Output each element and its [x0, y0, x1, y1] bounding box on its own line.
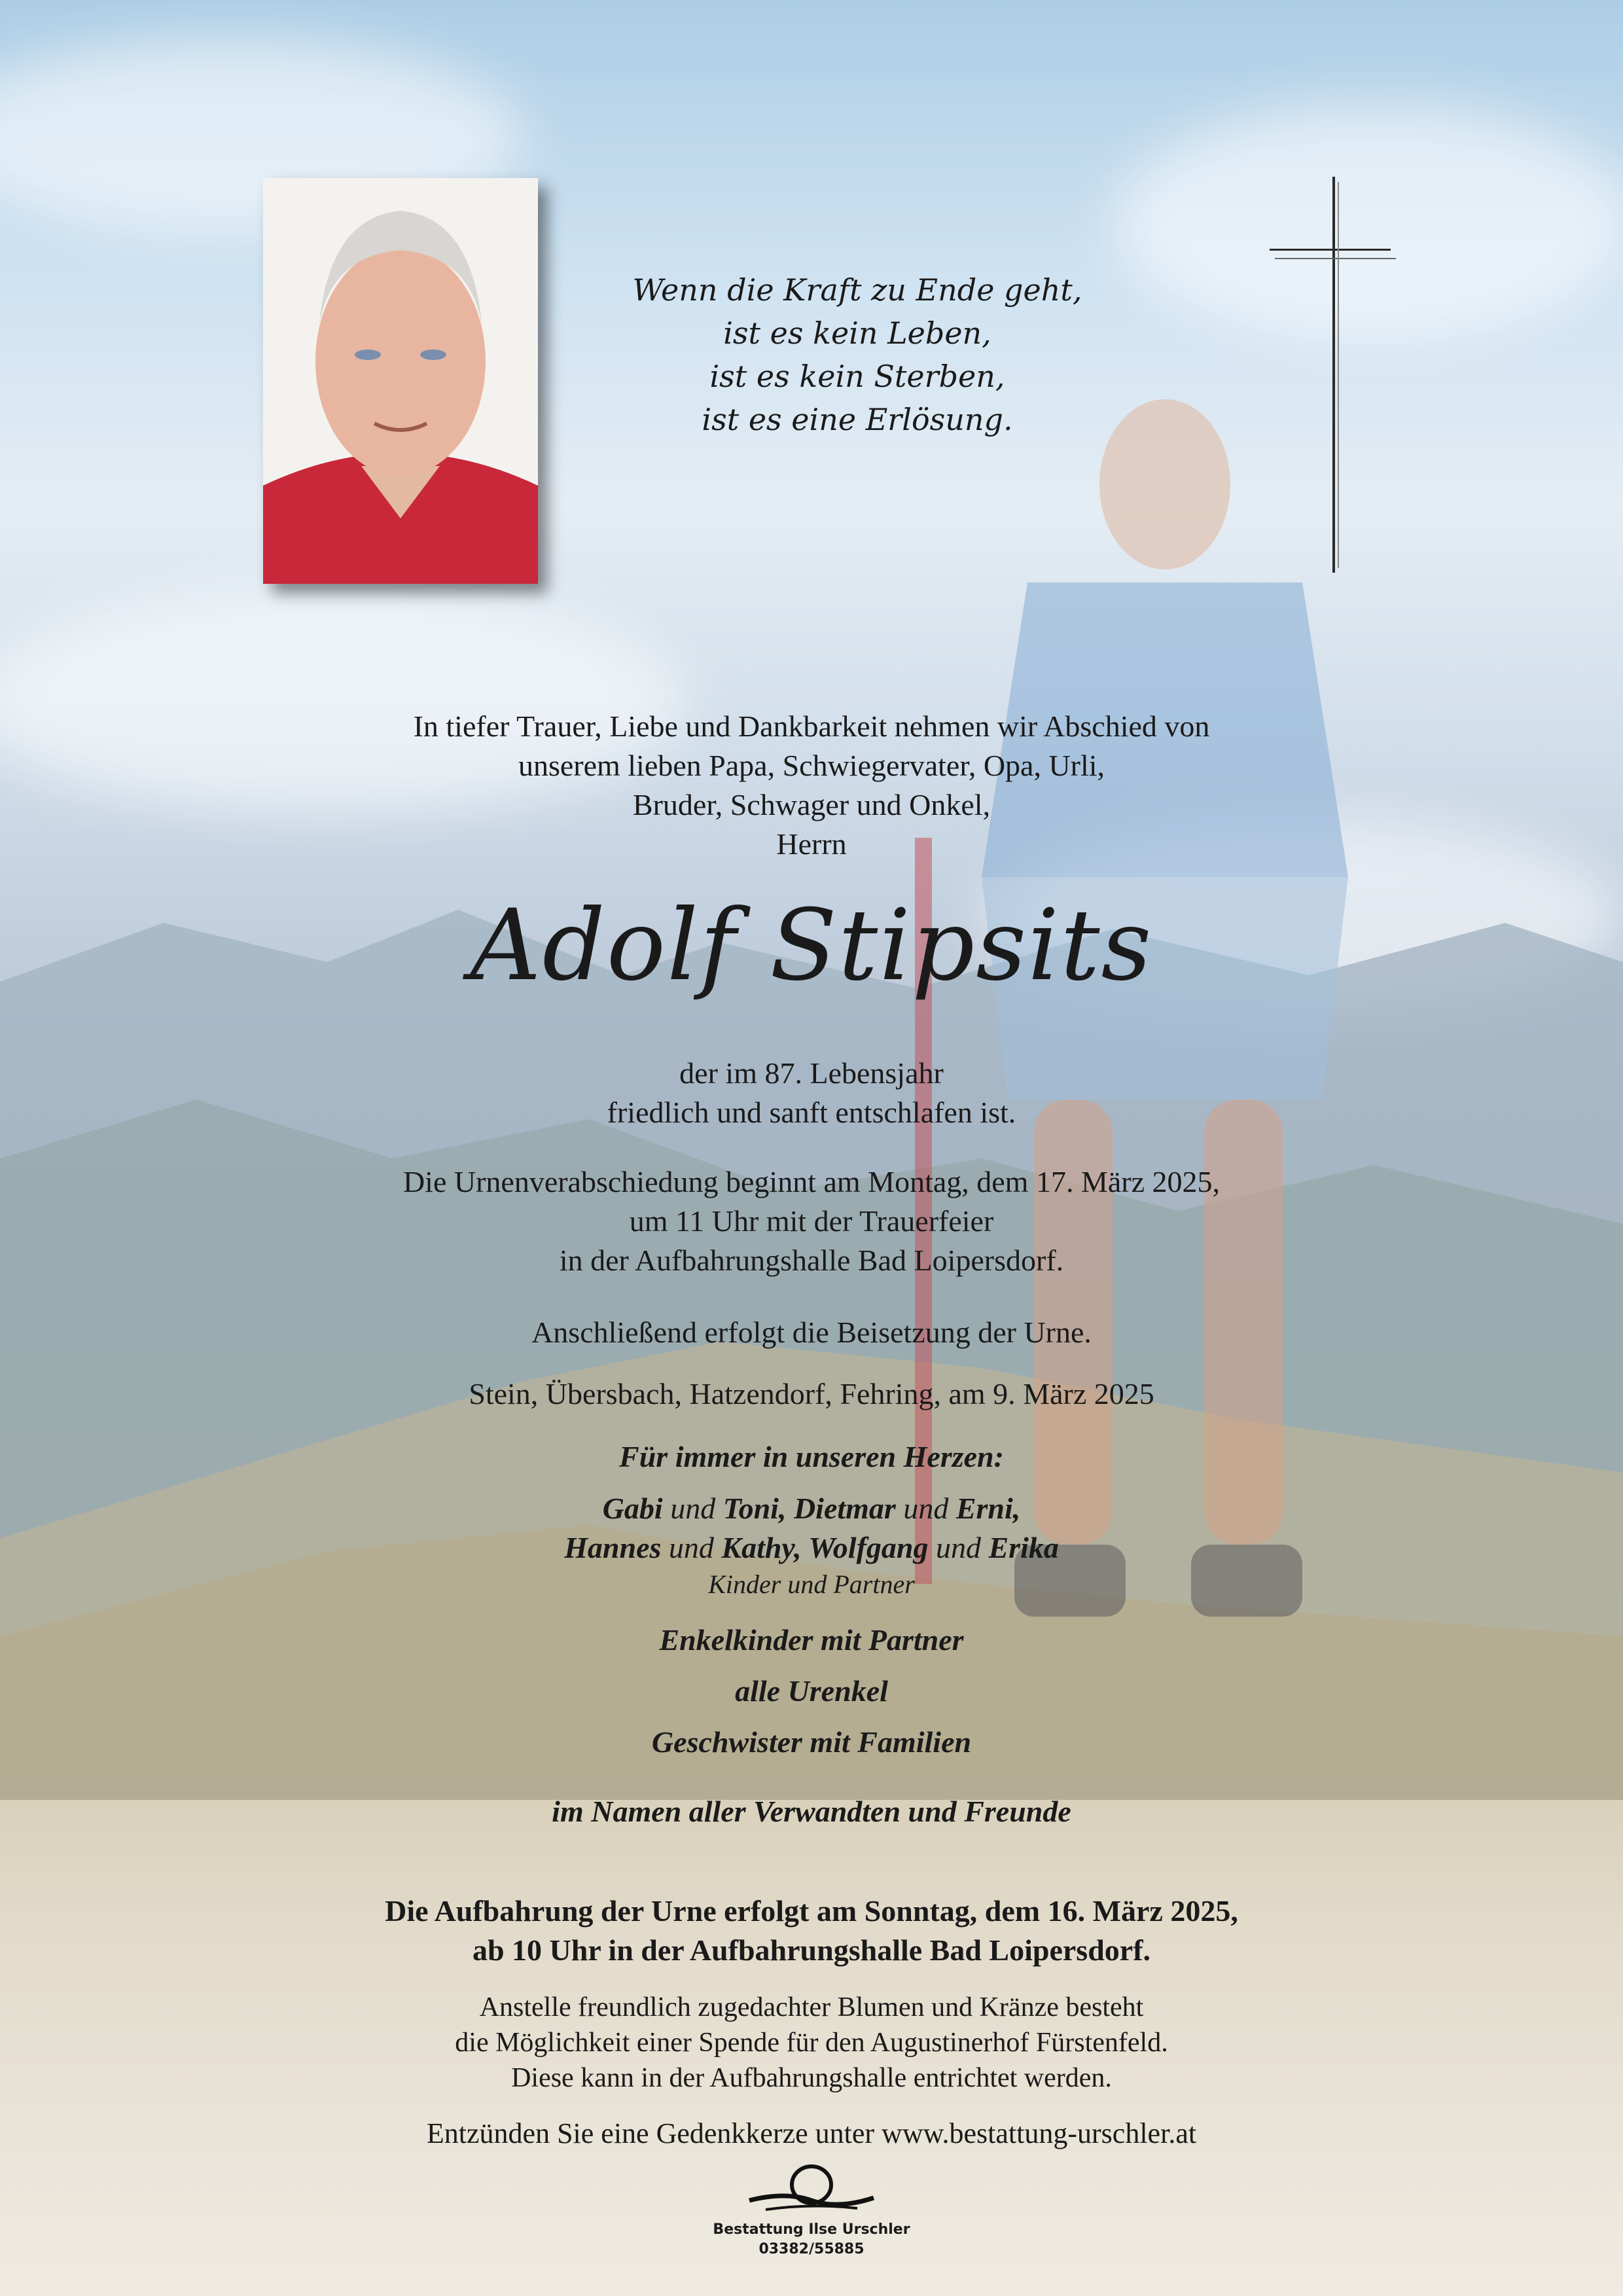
viewing-line: ab 10 Uhr in der Aufbahrungshalle Bad Loipersdorf. — [472, 1933, 1151, 1967]
age-line: friedlich und sanft entschlafen ist. — [607, 1096, 1016, 1129]
donation-line: Diese kann in der Aufbahrungshalle entrichtet werden. — [511, 2063, 1112, 2093]
intro-line: unserem lieben Papa, Schwiegervater, Opa, Urli, — [518, 749, 1105, 782]
family-name: Erika — [988, 1531, 1059, 1564]
great-grandchildren: alle Urenkel — [735, 1674, 888, 1708]
ceremony-line: um 11 Uhr mit der Trauerfeier — [629, 1204, 994, 1238]
funeral-home-phone: 03382/55885 — [758, 2241, 865, 2257]
viewing-text — [0, 1892, 1623, 1970]
intro-text — [0, 707, 1623, 864]
ceremony-text — [0, 1162, 1623, 1280]
memorial-quote — [393, 268, 1322, 441]
all-relatives: im Namen aller Verwandten und Freunde — [552, 1795, 1071, 1828]
intro-line: Bruder, Schwager und Onkel, — [632, 788, 991, 821]
intro-line: Herrn — [776, 827, 847, 861]
donation-line: Anstelle freundlich zugedachter Blumen und Kränze besteht — [479, 1992, 1144, 2022]
funeral-home-info — [0, 2220, 1623, 2259]
quote-line: ist es kein Sterben, — [709, 359, 1005, 394]
ceremony-line: in der Aufbahrungshalle Bad Loipersdorf. — [559, 1244, 1064, 1277]
place-date: Stein, Übersbach, Hatzendorf, Fehring, am 9. März 2025 — [469, 1377, 1154, 1410]
ceremony-line: Die Urnenverabschiedung beginnt am Montag, dem 17. März 2025, — [402, 1165, 1221, 1198]
quote-line: ist es kein Leben, — [723, 315, 991, 351]
funeral-home-logo-icon — [746, 2160, 877, 2219]
family-line — [0, 1528, 1623, 1568]
siblings: Geschwister mit Familien — [651, 1725, 972, 1759]
family-name: Erni, — [955, 1492, 1021, 1525]
family-name: Gabi — [602, 1492, 663, 1525]
family-name: Kathy, Wolfgang — [721, 1531, 929, 1564]
quote-line: ist es eine Erlösung. — [702, 402, 1013, 437]
family-line — [0, 1489, 1623, 1528]
deceased-name: Adolf Stipsits — [470, 889, 1153, 1003]
age-line: der im 87. Lebensjahr — [679, 1056, 944, 1090]
age-text — [0, 1054, 1623, 1132]
family-children — [0, 1489, 1623, 1568]
quote-line: Wenn die Kraft zu Ende geht, — [632, 272, 1082, 308]
funeral-home-name: Bestattung Ilse Urschler — [713, 2221, 910, 2238]
family-name: Toni, Dietmar — [722, 1492, 896, 1525]
family-conjunction: und — [661, 1531, 722, 1564]
intro-line: In tiefer Trauer, Liebe und Dankbarkeit nehmen wir Abschied von — [413, 709, 1210, 743]
family-conjunction: und — [895, 1492, 956, 1525]
family-conjunction: und — [928, 1531, 989, 1564]
donation-text — [0, 1990, 1623, 2096]
donation-line: die Möglichkeit einer Spende für den Augustinerhof Fürstenfeld. — [455, 2028, 1168, 2058]
memorial-candle-link[interactable]: Entzünden Sie eine Gedenkkerze unter www.bestattung-urschler.at — [426, 2117, 1197, 2149]
grandchildren: Enkelkinder mit Partner — [659, 1623, 964, 1657]
children-caption: Kinder und Partner — [708, 1570, 915, 1599]
forever-heading: Für immer in unseren Herzen: — [619, 1440, 1004, 1473]
family-conjunction: und — [662, 1492, 723, 1525]
burial-text: Anschließend erfolgt die Beisetzung der Urne. — [531, 1316, 1092, 1349]
family-name: Hannes — [564, 1531, 662, 1564]
viewing-line: Die Aufbahrung der Urne erfolgt am Sonntag, dem 16. März 2025, — [385, 1894, 1238, 1928]
